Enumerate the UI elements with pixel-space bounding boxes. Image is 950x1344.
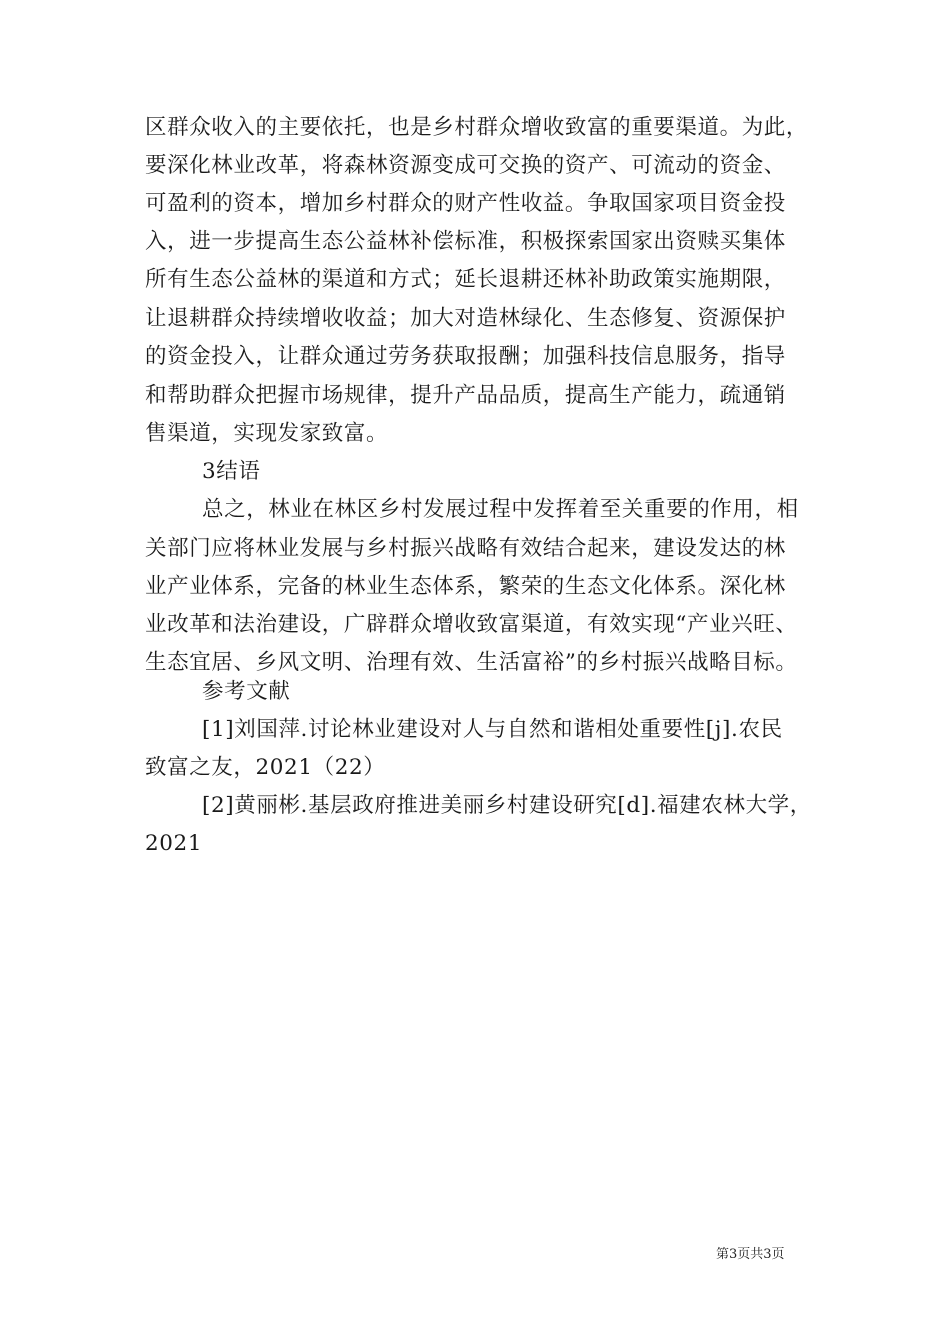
body-text-line: 可盈利的资本，增加乡村群众的财产性收益。争取国家项目资金投	[145, 191, 786, 216]
conclusion-line: 关部门应将林业发展与乡村振兴战略有效结合起来，建设发达的林	[145, 536, 786, 561]
reference-entry-continuation: 2021	[145, 831, 203, 856]
conclusion-line: 总之，林业在林区乡村发展过程中发挥着至关重要的作用，相	[202, 497, 799, 522]
reference-entry: [1]刘国萍.讨论林业建设对人与自然和谐相处重要性[j].农民	[202, 717, 783, 742]
body-text-line: 的资金投入，让群众通过劳务获取报酬；加强科技信息服务，指导	[145, 344, 786, 369]
conclusion-line: 业改革和法治建设，广辟群众增收致富渠道，有效实现“产业兴旺、	[145, 612, 798, 637]
body-text-line: 入，进一步提高生态公益林补偿标准，积极探索国家出资赎买集体	[145, 229, 786, 254]
conclusion-line: 生态宜居、乡风文明、治理有效、生活富裕”的乡村振兴战略目标。	[145, 650, 798, 675]
reference-entry-continuation: 致富之友，2021（22）	[145, 755, 386, 780]
reference-entry: [2]黄丽彬.基层政府推进美丽乡村建设研究[d].福建农林大学，	[202, 793, 812, 818]
body-text-line: 所有生态公益林的渠道和方式；延长退耕还林补助政策实施期限，	[145, 267, 786, 292]
body-text-line: 售渠道，实现发家致富。	[145, 421, 389, 446]
section-heading: 3结语	[202, 459, 261, 484]
conclusion-line: 业产业体系，完备的林业生态体系，繁荣的生态文化体系。深化林	[145, 574, 786, 599]
body-text-line: 和帮助群众把握市场规律，提升产品品质，提高生产能力，疏通销	[145, 383, 786, 408]
body-text-line: 要深化林业改革，将森林资源变成可交换的资产、可流动的资金、	[145, 153, 786, 178]
page-number-footer: 第3页共3页	[716, 1247, 785, 1262]
references-heading: 参考文献	[202, 679, 291, 704]
body-text-line: 区群众收入的主要依托，也是乡村群众增收致富的重要渠道。为此，	[145, 115, 809, 140]
body-text-line: 让退耕群众持续增收收益；加大对造林绿化、生态修复、资源保护	[145, 306, 786, 331]
